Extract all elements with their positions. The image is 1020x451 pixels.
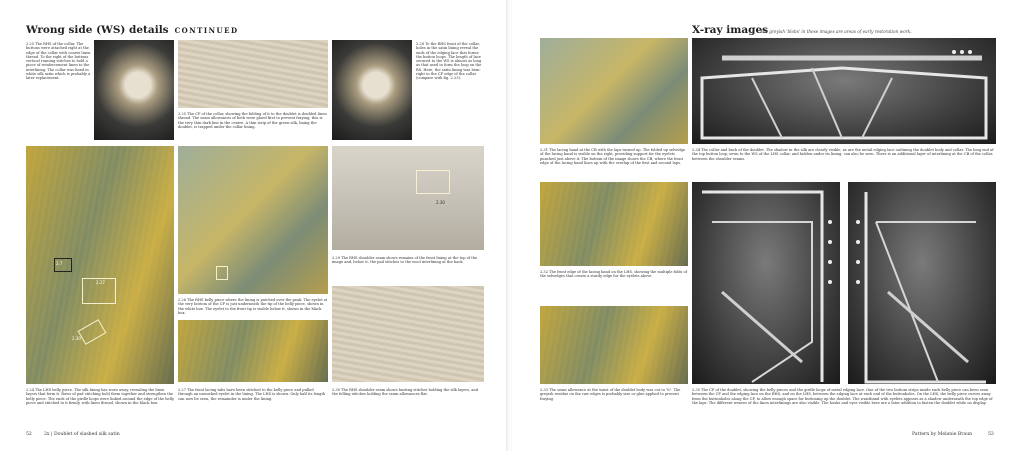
marker-box-white-3 xyxy=(216,266,228,280)
photo-waist-seam xyxy=(540,306,688,384)
photo-collar-rhs xyxy=(94,40,174,140)
xray-collar-back xyxy=(692,38,996,144)
left-page xyxy=(0,0,508,451)
xray-collar-shapes xyxy=(692,38,996,144)
right-page xyxy=(512,0,1020,451)
caption-2-26b: 2.26 The RHS belly piece where the lining is patched over the peak. The eyelet at the very bottom of the CF is just underneath the tip of the belly piece, shown in the white box. The eyelet to the front tip is visible below it, shown in the black box. xyxy=(178,298,328,315)
xray-cf-left-shapes xyxy=(692,182,840,384)
xray-cf-right xyxy=(848,182,996,384)
photo-lacing-band-cb xyxy=(540,38,688,144)
marker-label-3: 2.30 xyxy=(72,336,81,341)
caption-2-28: 2.28 To the RHS front of the collar, holes in the satin lining reveal the ends of the edging lace that forms the button loops. The length of lace secured to the WS is almost as long as that used to form the loop on the RS. Here, the satin lining was hem-right to the CF edge of the collar (compare with fig. 2.23). xyxy=(416,42,482,81)
photo-shoulder-seam xyxy=(332,146,484,250)
caption-2-25: 2.25 The RHS of the collar. The buttons were attached right at the edge of the collar with coarse linen thread. To the right of the buttons vertical running stitches to hold a piece of reinforcement linen to the interlining. The collar was lined in white silk satin which is probably a later replacement. xyxy=(26,42,91,81)
caption-2-35: 2.35 The CF of the doublet, showing the belly pieces and the girdle loops of metal edging lace. One of the two bottom strips inside each belly piece can been seen between the CF and the edging lace on the RHS, and on the LHS, between the edging lace at each end of the buttonholes. On the LHS, the belly piece curves away from the buttonholes along the CF, to allow enough space for buttoning up the doublet. The waistband with eyelets appears as a shadow underneath the top edge of the laps. The different weaves of the linen interlinings are also visible. The hooks and eyes visible here are a later addition to fasten the doublet while on display. xyxy=(692,388,993,405)
caption-2-29: 2.29 The RHS shoulder seam shows remains of the front lining at the top of the image and, below it, the pad stitches to the wool interlining at the back. xyxy=(332,256,478,265)
marker-box-white-2 xyxy=(78,319,107,345)
photo-collar-front xyxy=(332,40,412,140)
left-title-text: Wrong side (WS) details xyxy=(26,24,169,36)
right-page-title: X-ray images xyxy=(692,24,769,36)
caption-2-34: 2.34 The collar and back of the doublet. The shadow in the silk are clearly visible, as are the metal edging lace outlining the doublet body and collar. The long end of the top button loop, sewn to the WS of the LHS collar, and hidden under its lining, can also be seen. There is an additional layer of interlining at the CB of the collar, between the shoulder seams. xyxy=(692,148,994,161)
left-page-title xyxy=(26,24,239,36)
photo-lacing-tabs xyxy=(178,320,328,382)
caption-2-32: 2.32 The front edge of the lacing band on the LHS, showing the multiple folds of the selvedges that create a sturdy edge for the eyelets above. xyxy=(540,270,688,279)
xray-cf-left xyxy=(692,182,840,384)
right-footer-text: Pattern by Melanie Braun xyxy=(912,432,973,437)
caption-2-27: 2.27 The front lacing tabs have been stitched to the belly piece and pulled through an unworked eyelet in the lining. The LHS is shown. Only half its length can now be seen, the remainder is under the lining. xyxy=(178,388,326,401)
photo-lacing-band-lhs xyxy=(540,182,688,266)
right-page-subtitle: The greyish 'blobs' in these images are areas of early restoration work. xyxy=(760,29,912,34)
marker-label-1: 2.7 xyxy=(56,261,63,266)
left-footer-text: 2x | Doublet of slashed silk satin xyxy=(44,432,120,437)
photo-shoulder-basting xyxy=(332,286,484,382)
caption-2-26: 2.25 The CF of the collar, showing the folding of it to the doublet is doubled linen thread. The seam allowances of both were glued first to prevent fraying; this is the very thin dark line in the centre. A thin strip of the green silk, lining the doublet, is trapped under the collar lining. xyxy=(178,112,327,129)
caption-2-33: 2.33 The seam allowance at the waist of the doublet body was cut to ¾". The greyish residue on the raw edges is probably size or glue applied to prevent fraying. xyxy=(540,388,681,401)
photo-collar-cf xyxy=(178,40,328,108)
left-page-number: 52 xyxy=(26,432,32,437)
marker-label-4: 2.30 xyxy=(436,200,445,205)
photo-belly-piece-rhs xyxy=(178,146,328,294)
caption-2-30: 2.30 The RHS shoulder seam shows basting stitches holding the silk layers, and the felling stitches holding the seam allowances flat. xyxy=(332,388,479,397)
left-title-suffix: CONTINUED xyxy=(174,26,239,35)
xray-cf-right-shapes xyxy=(848,182,996,384)
marker-box-white-4 xyxy=(416,170,450,194)
caption-2-31: 2.31 The lacing band at the CB with the laps turned up. The folded up selvedge of the lacing band is visible on the right, providing support for the eyelets punched just above it. The bottom of the image shows the CB, where the front edge of the lacing band lines up with the overlap of the first and second laps. xyxy=(540,148,686,165)
right-page-number: 53 xyxy=(988,432,994,437)
marker-label-2: 2.27 xyxy=(96,280,105,285)
photo-belly-piece-lhs xyxy=(26,146,174,384)
caption-2-24: 2.24 The LHS belly piece. The silk lining has worn away, revealing the linen layers that form it. Rows of pad stitching hold them together and strengthen the belly piece. The ends of the girdle loops were linked around the edge of the belly piece and stitched to it firmly, with linen thread, shown in the black box. xyxy=(26,388,175,405)
